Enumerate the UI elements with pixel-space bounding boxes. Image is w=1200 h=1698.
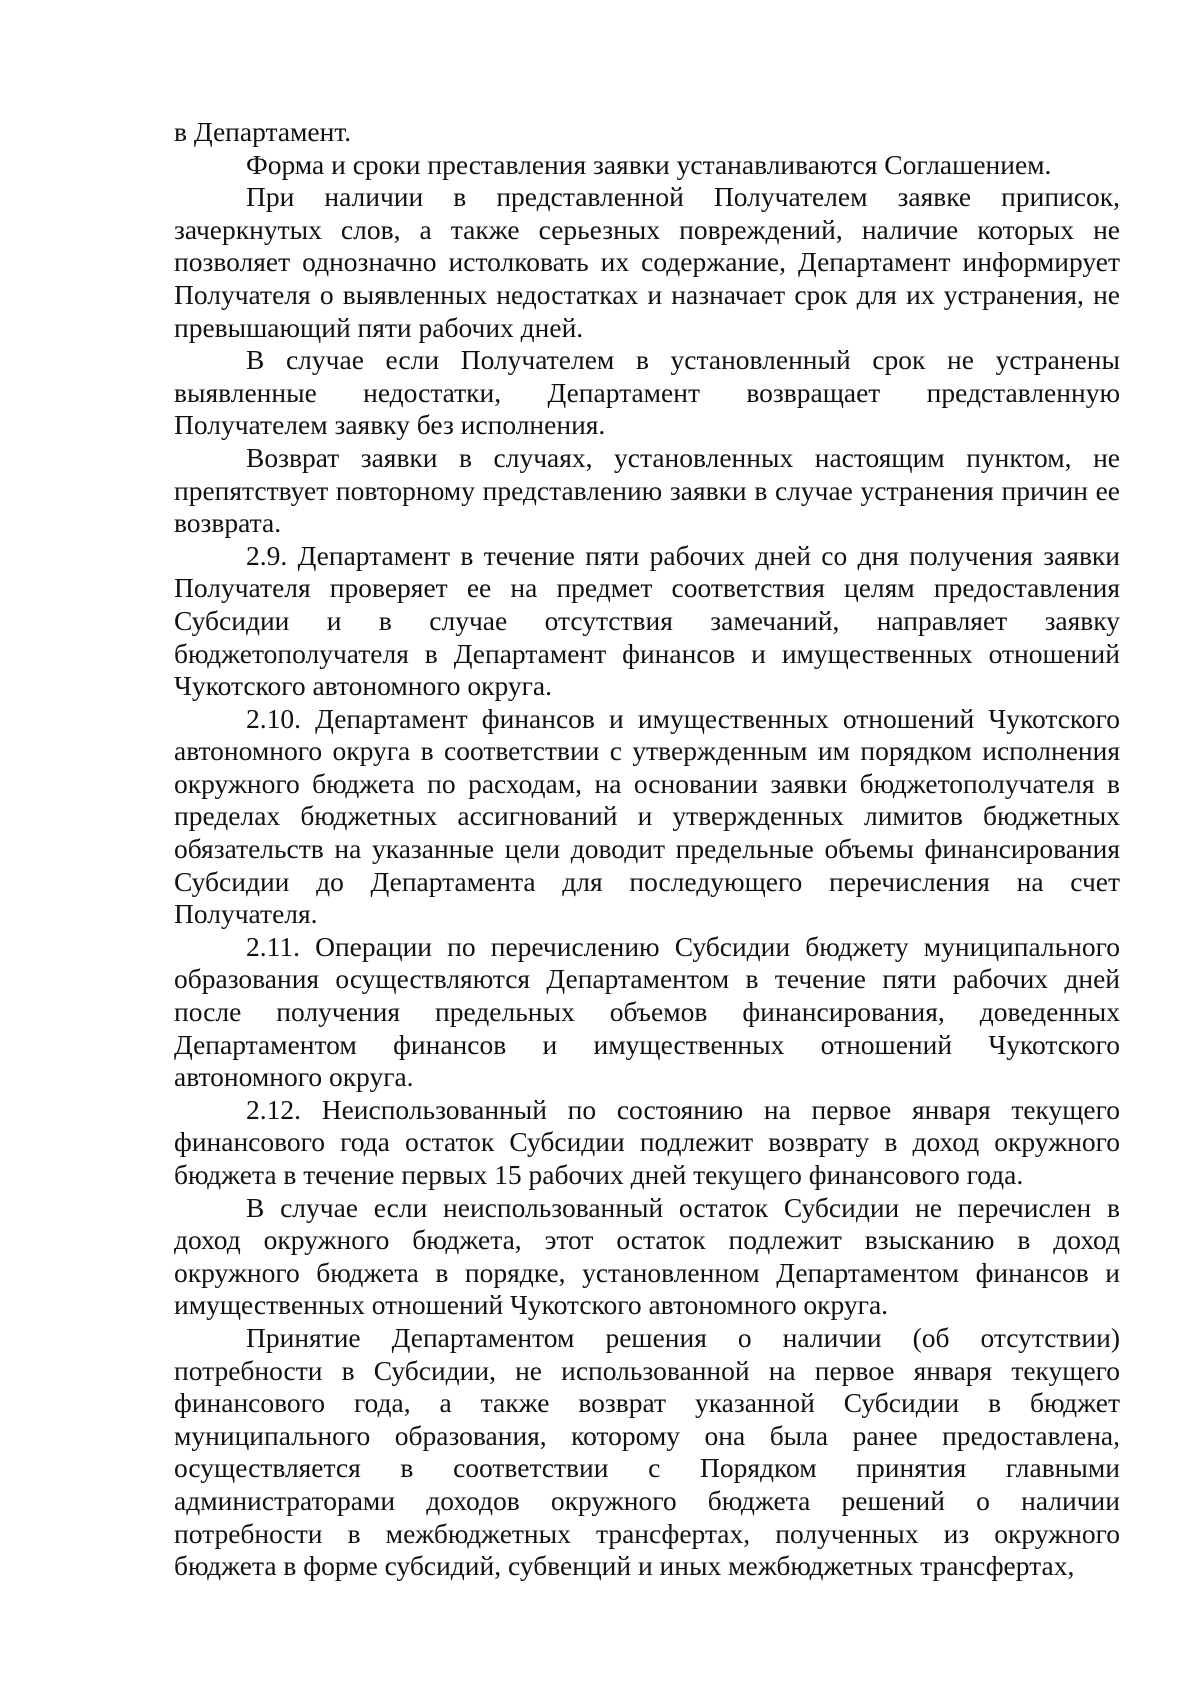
paragraph-decision-on-need: Принятие Департаментом решения о наличии (об отсутствии) потребности в Субсидии, не использованной на первое января текущего финансового года, а также возврат указанной Субсидии в бюджет муниципального образования, которому она была ранее предоставлена, осуществляется в соответствии с Порядком принятия главными администраторами доходов окружного бюджета решений о наличии потребности в межбюджетных трансфертах, полученных из окружного бюджета в форме субсидий, субвенций и иных межбюджетных трансфертах,: [174, 1321, 1120, 1582]
paragraph-form-and-terms: Форма и сроки преставления заявки устанавливаются Соглашением.: [246, 148, 1052, 180]
paragraph-clause-2-9: 2.9. Департамент в течение пяти рабочих дней со дня получения заявки Получателя проверяет ее на предмет соответствия целям предоставления Субсидии и в случае отсутствия замечаний, направляет заявку бюджетополучателя в Департамент финансов и имущественных отношений Чукотского автономного округа.: [174, 539, 1120, 702]
paragraph-clause-2-11: 2.11. Операции по перечислению Субсидии бюджету муниципального образования осуществляются Департаментом в течение пяти рабочих дней после получения предельных объемов финансирования, доведенных Департаментом финансов и имущественных отношений Чукотского автономного округа.: [174, 930, 1120, 1093]
paragraph-return-unfixed: В случае если Получателем в установленный срок не устранены выявленные недостатки, Департамент возвращает представленную Получателем заявку без исполнения.: [174, 344, 1120, 441]
paragraph-clause-2-12: 2.12. Неиспользованный по состоянию на первое января текущего финансового года остаток Субсидии подлежит возврату в доход окружного бюджета в течение первых 15 рабочих дней текущего финансового года.: [174, 1093, 1120, 1190]
paragraph-corrections: При наличии в представленной Получателем заявке приписок, зачеркнутых слов, а также серьезных повреждений, наличие которых не позволяет однозначно истолковать их содержание, Департамент информирует Получателя о выявленных недостатках и назначает срок для их устранения, не превышающий пяти рабочих дней.: [174, 181, 1120, 343]
document-page: [174, 116, 1120, 1583]
paragraph-continuation: в Департамент.: [174, 116, 352, 147]
paragraph-unused-balance: В случае если неиспользованный остаток Субсидии не перечислен в доход окружного бюджета, этот остаток подлежит взысканию в доход окружного бюджета в порядке, установленном Департаментом финансов и имущественных отношений Чукотского автономного округа.: [174, 1191, 1120, 1321]
paragraph-clause-2-10: 2.10. Департамент финансов и имущественных отношений Чукотского автономного округа в соответствии с утвержденным им порядком исполнения окружного бюджета по расходам, на основании заявки бюджетополучателя в пределах бюджетных ассигнований и утвержденных лимитов бюджетных обязательств на указанные цели доводит предельные объемы финансирования Субсидии до Департамента для последующего перечисления на счет Получателя.: [174, 702, 1120, 930]
paragraph-resubmission: Возврат заявки в случаях, установленных настоящим пунктом, не препятствует повторному представлению заявки в случае устранения причин ее возврата.: [174, 441, 1120, 539]
